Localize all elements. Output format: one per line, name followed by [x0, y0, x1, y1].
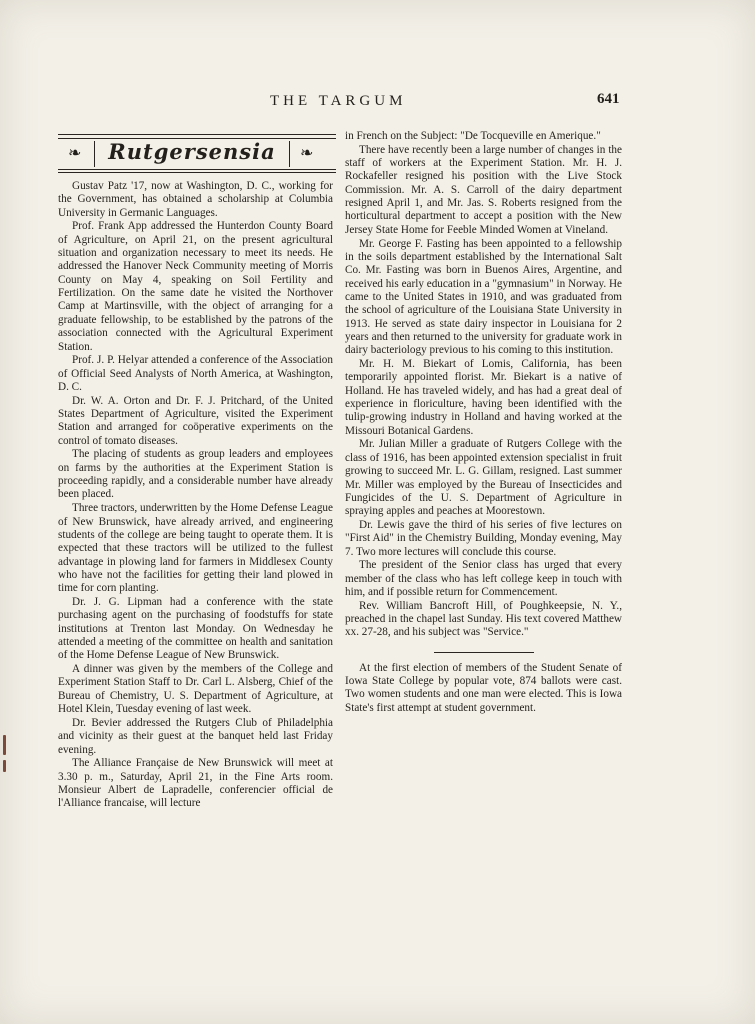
- news-item: Dr. W. A. Orton and Dr. F. J. Pritchard, of the United States Department of Agriculture, visited the Experiment Station and arranged for coöperative experiments on the control of tomato diseases.: [58, 394, 333, 447]
- binder-mark: [3, 735, 6, 755]
- news-item: Three tractors, underwritten by the Home Defense League of New Brunswick, have already arrived, and engineering students of the college are being taught to operate them. It is expected that these tractors will be utilized to the fullest advantage in plowing land for farmers in Middlesex County who have not the facilities for getting their land plowed in time for corn planting.: [58, 502, 333, 595]
- news-item: The president of the Senior class has urged that every member of the class who has left college keep in touch with him, and if possible return for Commencement.: [345, 559, 622, 599]
- left-column: [58, 180, 333, 811]
- news-item: There have recently been a large number of changes in the staff of workers at the Experiment Station. Mr. H. J. Rockafeller resigned his position with the Live Stock Commission. Mr. A. S. Carroll of the dairy department resigned April 1, and Mr. Jas. S. Roberts resigned from the horticultural department to accept a position with the New Jersey State Home for Feeble Minded Women at Vineland.: [345, 143, 622, 236]
- masthead-rule: [58, 134, 336, 135]
- masthead-bar: [94, 141, 95, 167]
- page-number: 641: [597, 91, 620, 107]
- section-masthead: [58, 130, 336, 174]
- news-item: Rev. William Bancroft Hill, of Poughkeepsie, N. Y., preached in the chapel last Sunday. His text covered Matthew xx. 27-28, and his subject was "Service.": [345, 599, 622, 639]
- masthead-rule: [58, 169, 336, 170]
- running-head: [0, 93, 755, 113]
- fleuron-icon: ❧: [300, 145, 314, 162]
- news-item: A dinner was given by the members of the College and Experiment Station Staff to Dr. Carl L. Alsberg, Chief of the Bureau of Chemistry, U. S. Department of Agriculture, at Hotel Klein, Tuesday evening of last week.: [58, 663, 333, 716]
- news-item-continuation: in French on the Subject: "De Tocqueville en Amerique.": [345, 130, 601, 142]
- news-item: The Alliance Française de New Brunswick will meet at 3.30 p. m., Saturday, April 21, in the Fine Arts room. Monsieur Albert de Lapradelle, conferencier official de l'Alliance francaise, will lecture: [58, 757, 333, 810]
- right-column: [345, 130, 622, 715]
- news-item: Mr. George F. Fasting has been appointed to a fellowship in the soils department established by the International Salt Co. Mr. Fasting was born in Buenos Aires, Argentine, and received his early education in a "gymnasium" in Norway. He came to the United States in 1910, and was graduated from the school of agriculture of the Louisiana State University in 1913. He served as state dairy inspector in Louisiana for 2 years and then returned to the university for graduate work in dairy bacteriology previous to his coming to this institution.: [345, 237, 622, 357]
- masthead-bar: [289, 141, 290, 167]
- masthead-rule: [58, 172, 336, 173]
- news-item: At the first election of members of the Student Senate of Iowa State College by popular vote, 874 ballots were cast. Two women students and one man were elected. This is Iowa State's first attempt at student government.: [345, 661, 622, 714]
- news-item: Gustav Patz '17, now at Washington, D. C., working for the Government, has obtained a scholarship at Columbia University in Germanic Languages.: [58, 180, 333, 219]
- news-item: Prof. J. P. Helyar attended a conference of the Association of Official Seed Analysts of North America, at Washington, D. C.: [58, 354, 333, 393]
- fleuron-icon: ❧: [68, 145, 82, 162]
- news-item: The placing of students as group leaders and employees on farms by the authorities at the Experiment Station is proceeding rapidly, and a considerable number have already been placed.: [58, 448, 333, 501]
- news-item: Dr. Lewis gave the third of his series of five lectures on "First Aid" in the Chemistry Building, Monday evening, May 7. Two more lectures will conclude this course.: [345, 518, 622, 558]
- binder-mark: [3, 760, 6, 772]
- news-item: Mr. Julian Miller a graduate of Rutgers College with the class of 1916, has been appointed extension specialist in fruit growing to succeed Mr. L. G. Gillam, resigned. Last summer Mr. Miller was employed by the Bureau of Insecticides and Fungicides of the U. S. Department of Agriculture in spraying apples and peaches at Moorestown.: [345, 438, 622, 518]
- journal-title: THE TARGUM: [270, 93, 407, 109]
- news-item: Dr. Bevier addressed the Rutgers Club of Philadelphia and vicinity as their guest at the banquet held last Friday evening.: [58, 716, 333, 756]
- section-divider: [434, 652, 534, 653]
- news-item: Dr. J. G. Lipman had a conference with the state purchasing agent on the purchasing of foodstuffs for state institutions at Trenton last Monday. On Wednesday he attended a meeting of the committee on health and sanitation of the Home Defense League of New Brunswick.: [58, 596, 333, 662]
- section-title: Rutgersensia: [108, 139, 276, 164]
- news-item: Prof. Frank App addressed the Hunterdon County Board of Agriculture, on April 21, on the present agricultural situation and organization necessary to meet its needs. He addressed the Hanover Neck Community meeting of Morris County on May 4, speaking on Soil Fertility and Fertilization. On the same date he visited the Northover Camp at Martinsville, with the object of arranging for a graduate fellowship, to be established by the patrons of the association connected with the Agricultural Experiment Station.: [58, 220, 333, 353]
- news-item: Mr. H. M. Biekart of Lomis, California, has been temporarily appointed florist. Mr. Biekart is a native of Holland. He has traveled widely, and has had a great deal of experience in floriculture, having been identified with the tulip-growing industry in Holland and having worked at the Missouri Botanical Gardens.: [345, 358, 622, 437]
